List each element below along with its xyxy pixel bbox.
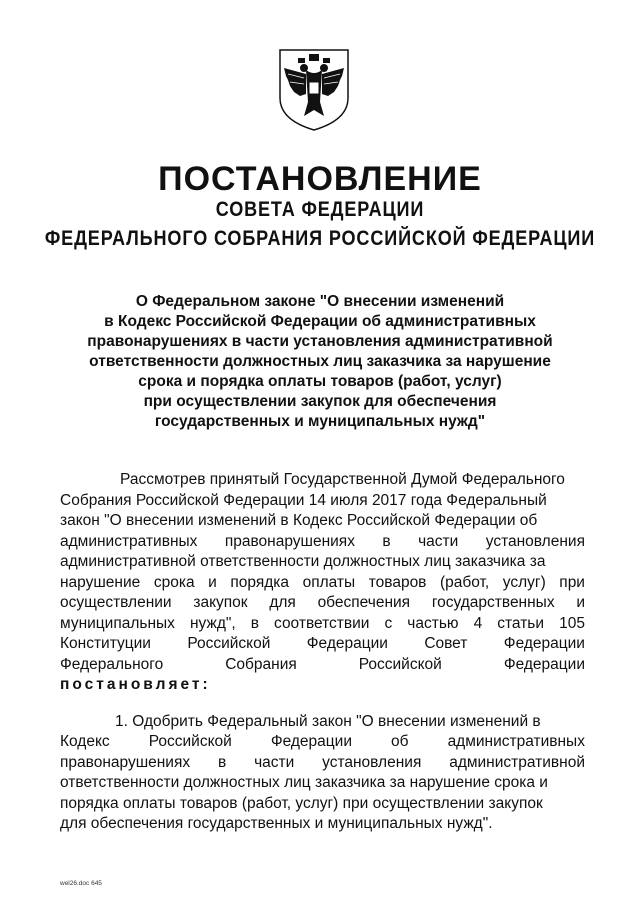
word: с	[384, 614, 393, 632]
word: соответствии	[274, 614, 370, 632]
body-line	[60, 753, 585, 774]
word: 105	[559, 614, 585, 632]
body-line	[60, 532, 585, 553]
body-line: Собрания Российской Федерации 14 июля 2017 года Федеральный	[60, 491, 547, 509]
body-line-decree	[60, 675, 585, 696]
word: (работ,	[439, 573, 490, 591]
word: Российской	[358, 655, 442, 673]
body-line	[60, 614, 585, 635]
body-line	[60, 732, 585, 753]
word: и	[576, 594, 585, 611]
word: 4	[473, 614, 483, 632]
word: срока	[153, 573, 195, 591]
body-line	[60, 593, 585, 614]
body-line	[60, 634, 585, 655]
body-line: закон "О внесении изменений в Кодекс Российской Федерации об	[60, 512, 538, 529]
word: в	[250, 614, 259, 632]
body-line	[60, 573, 585, 594]
word: в	[382, 532, 391, 550]
word: Федерации	[503, 655, 585, 673]
subject-line: государственных и муниципальных нужд"	[154, 413, 486, 430]
word: об	[391, 733, 409, 750]
word: Российской	[187, 635, 271, 652]
word: части	[418, 532, 459, 550]
word: в	[217, 753, 227, 771]
body-line: Рассмотрев принятый Государственной Думой Федерального	[120, 471, 565, 488]
subject-line: при осуществлении закупок для обеспечения	[143, 393, 497, 410]
word: административных	[60, 532, 198, 550]
issuer-line-1: СОВЕТА ФЕДЕРАЦИИ	[215, 198, 425, 221]
paragraph-item-1	[60, 712, 585, 835]
word: статьи	[497, 614, 545, 632]
word: Федерации	[503, 635, 585, 652]
body-line: ответственности должностных лиц заказчика за нарушение срока и	[60, 774, 548, 791]
word: Федерации	[306, 635, 388, 652]
word: Российской	[148, 733, 232, 750]
word: правонарушениях	[224, 532, 355, 550]
word: установления	[322, 753, 422, 771]
coat-of-arms-icon	[276, 46, 352, 132]
word: установления	[485, 532, 585, 550]
word: Собрания	[225, 655, 297, 673]
word: оплаты	[302, 573, 356, 591]
word: административных	[447, 733, 585, 750]
word: государственных	[431, 594, 555, 611]
word: для	[269, 594, 296, 611]
word: нарушение	[60, 573, 141, 591]
subject-line: срока и порядка оплаты товаров (работ, услуг)	[138, 373, 502, 390]
word: Федерации	[270, 733, 352, 750]
word: услуг)	[502, 573, 546, 591]
word: порядка	[230, 573, 290, 591]
word: Федерального	[60, 655, 164, 673]
word: обеспечения	[317, 594, 411, 611]
word: муниципальных	[60, 614, 175, 632]
body-line: административной ответственности должностных лиц заказчика за	[60, 553, 546, 570]
body-line: для обеспечения государственных и муниципальных нужд".	[60, 815, 493, 832]
body-line: порядка оплаты товаров (работ, услуг) при осуществлении закупок	[60, 794, 543, 812]
decree-word: постановляет:	[60, 676, 211, 693]
subject-line: О Федеральном законе "О внесении изменений	[135, 293, 505, 310]
word: Конституции	[60, 635, 151, 652]
subject-line: ответственности должностных лиц заказчика за нарушение	[89, 353, 551, 370]
subject-line: в Кодекс Российской Федерации об административных	[104, 313, 536, 330]
word: осуществлении	[60, 594, 172, 611]
document-body	[60, 470, 585, 835]
word: части	[254, 753, 295, 771]
word: при	[559, 573, 585, 591]
word: нужд",	[189, 614, 236, 632]
paragraph-preamble	[60, 470, 585, 696]
file-footer: wel26.doc 645	[60, 880, 102, 887]
word: закупок	[193, 594, 248, 611]
resolution-subject	[60, 292, 580, 432]
word: правонарушениях	[60, 753, 191, 771]
issuer-line-2: ФЕДЕРАЛЬНОГО СОБРАНИЯ РОССИЙСКОЙ ФЕДЕРАЦИИ	[44, 227, 596, 250]
word: и	[208, 573, 217, 591]
subject-line: правонарушениях в части установления административной	[87, 333, 553, 350]
body-line	[60, 655, 585, 676]
body-line: 1. Одобрить Федеральный закон "О внесении изменений в	[115, 712, 541, 730]
word: товаров	[368, 573, 427, 591]
word: частью	[407, 614, 459, 632]
word: административной	[449, 753, 585, 771]
word: Совет	[424, 635, 468, 652]
document-title: ПОСТАНОВЛЕНИЕ	[158, 160, 482, 198]
word: Кодекс	[60, 733, 110, 750]
